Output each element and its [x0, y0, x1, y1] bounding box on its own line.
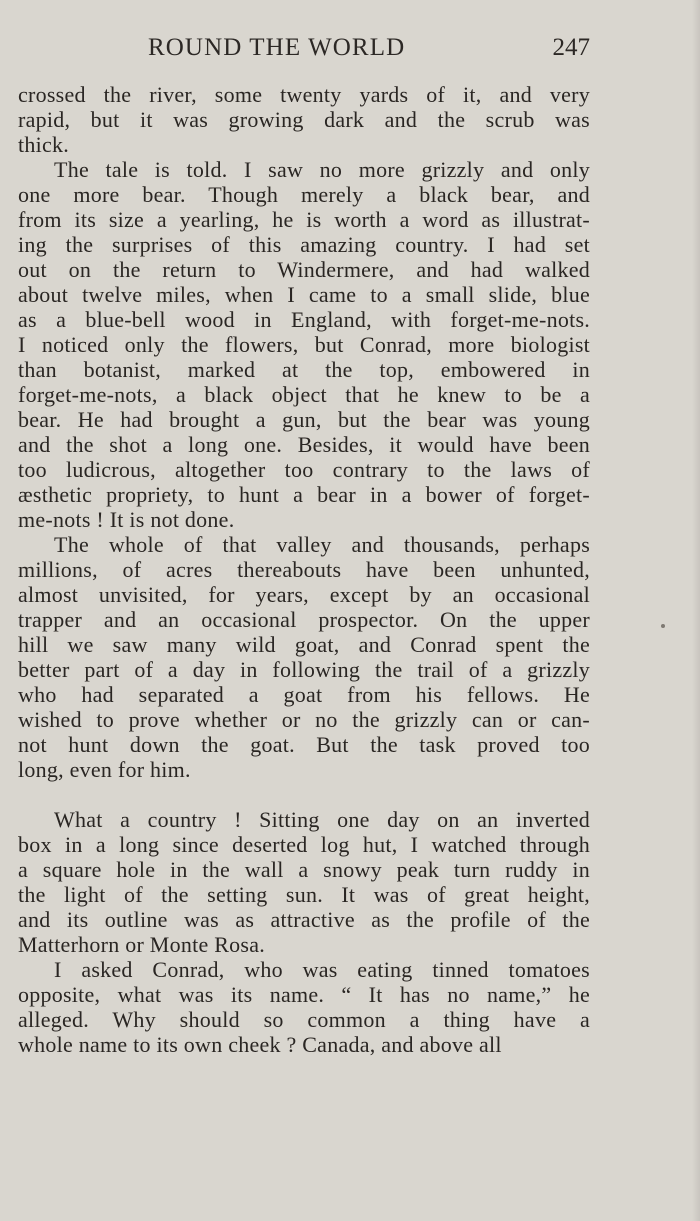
- paragraph: [18, 532, 590, 782]
- page-header: [0, 34, 700, 68]
- text-line: rapid, but it was growing dark and the scrub was: [18, 107, 590, 132]
- margin-speck: [661, 624, 665, 628]
- text-line: one more bear. Though merely a black bear, and: [18, 182, 590, 207]
- text-line: I asked Conrad, who was eating tinned tomatoes: [54, 957, 590, 982]
- text-line: almost unvisited, for years, except by an occasional: [18, 582, 590, 607]
- text-line: hill we saw many wild goat, and Conrad spent the: [18, 632, 590, 657]
- section-gap: [18, 782, 590, 807]
- text-line: and its outline was as attractive as the profile of the: [18, 907, 590, 932]
- text-line: millions, of acres thereabouts have been unhunted,: [18, 557, 590, 582]
- paragraph: [18, 957, 590, 1057]
- text-line: bear. He had brought a gun, but the bear was young: [18, 407, 590, 432]
- text-line: than botanist, marked at the top, embowered in: [18, 357, 590, 382]
- text-line: not hunt down the goat. But the task proved too: [18, 732, 590, 757]
- text-line: æsthetic propriety, to hunt a bear in a bower of forget-: [18, 482, 590, 507]
- text-line: box in a long since deserted log hut, I watched through: [18, 832, 590, 857]
- text-line: thick.: [18, 132, 69, 157]
- text-line: alleged. Why should so common a thing have a: [18, 1007, 590, 1032]
- text-line: about twelve miles, when I came to a small slide, blue: [18, 282, 590, 307]
- text-line: better part of a day in following the trail of a grizzly: [18, 657, 590, 682]
- text-line: and the shot a long one. Besides, it would have been: [18, 432, 590, 457]
- text-line: forget-me-nots, a black object that he knew to be a: [18, 382, 590, 407]
- text-line: a square hole in the wall a snowy peak turn ruddy in: [18, 857, 590, 882]
- paragraph: [18, 807, 590, 957]
- text-line: wished to prove whether or no the grizzly can or can-: [18, 707, 590, 732]
- text-line: ing the surprises of this amazing country. I had set: [18, 232, 590, 257]
- text-line: from its size a yearling, he is worth a word as illustrat-: [18, 207, 590, 232]
- text-line: as a blue-bell wood in England, with forget-me-nots.: [18, 307, 590, 332]
- page-number: 247: [552, 34, 590, 61]
- text-line: trapper and an occasional prospector. On the upper: [18, 607, 590, 632]
- text-line: What a country ! Sitting one day on an inverted: [54, 807, 590, 832]
- page-edge-shadow: [692, 0, 700, 1221]
- body-text: [18, 82, 590, 1057]
- text-line: too ludicrous, altogether too contrary to the laws of: [18, 457, 590, 482]
- text-line: The tale is told. I saw no more grizzly and only: [54, 157, 590, 182]
- text-line: crossed the river, some twenty yards of it, and very: [18, 82, 590, 107]
- paragraph: [18, 82, 590, 157]
- paragraph: [18, 157, 590, 532]
- text-line: Matterhorn or Monte Rosa.: [18, 932, 265, 957]
- text-line: out on the return to Windermere, and had walked: [18, 257, 590, 282]
- text-line: The whole of that valley and thousands, perhaps: [54, 532, 590, 557]
- text-line: I noticed only the flowers, but Conrad, more biologist: [18, 332, 590, 357]
- text-line: whole name to its own cheek ? Canada, and above all: [18, 1032, 502, 1057]
- text-line: opposite, what was its name. “ It has no name,” he: [18, 982, 590, 1007]
- text-line: me-nots ! It is not done.: [18, 507, 235, 532]
- text-line: who had separated a goat from his fellows. He: [18, 682, 590, 707]
- text-line: long, even for him.: [18, 757, 191, 782]
- running-title: ROUND THE WORLD: [148, 34, 406, 61]
- text-line: the light of the setting sun. It was of great height,: [18, 882, 590, 907]
